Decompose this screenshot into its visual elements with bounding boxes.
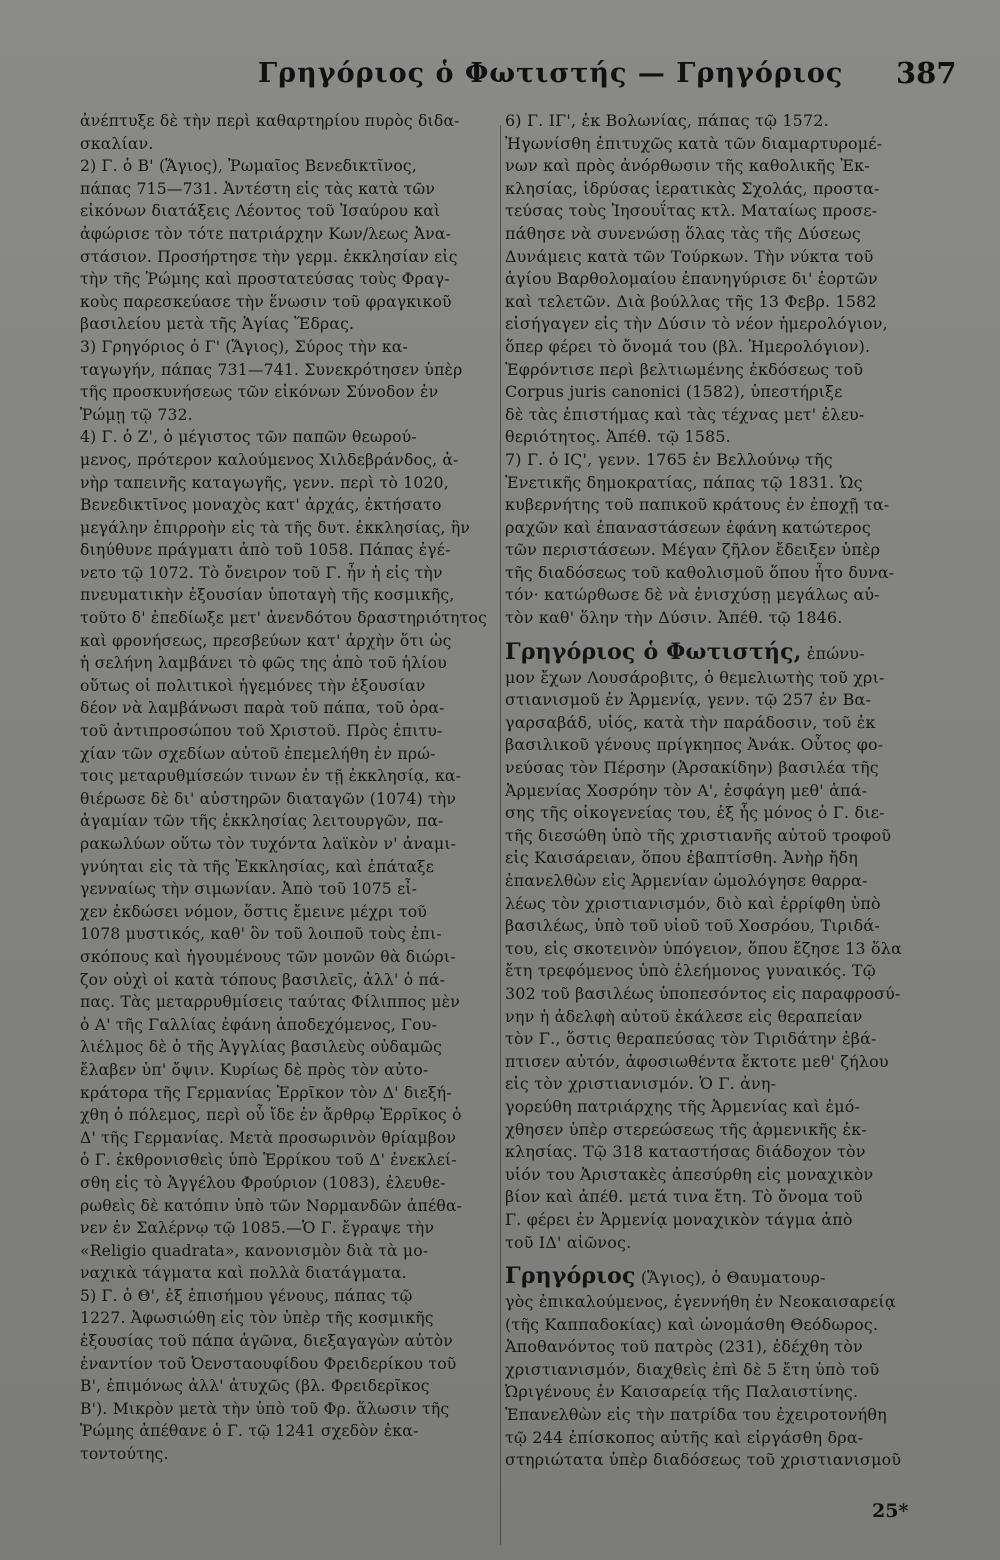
entry-heading-rest: (Ἅγιος), ὁ Θαυματουρ- <box>635 1268 826 1288</box>
text-line: πνευματικὴν ἐξουσίαν ὑποταγὴ τῆς κοσμικῆς, <box>80 586 455 605</box>
text-line: Γ. φέρει ἐν Ἀρμενίᾳ μοναχικὸν τάγμα ἀπὸ <box>505 1209 853 1229</box>
text-line: τῆς προσκυνήσεως τῶν εἰκόνων Σύνοδον ἐν <box>80 383 439 402</box>
text-line: τοῦ ΙΔ' αἰῶνος. <box>505 1232 632 1252</box>
text-line: Ῥώμῃ τῷ 732. <box>80 405 193 424</box>
right-column-top-text <box>505 110 943 630</box>
signature-mark: 25* <box>872 1500 909 1522</box>
text-line: Ὠριγένους ἐν Καισαρείᾳ τῆς Παλαιστίνης. <box>505 1382 859 1402</box>
text-line: 7) Γ. ὁ ΙϚ', γενν. 1765 ἐν Βελλούνῳ τῆς <box>505 449 833 469</box>
text-line: Ῥώμης ἀπέθανε ὁ Γ. τῷ 1241 σχεδὸν ἐκα- <box>80 1422 419 1441</box>
text-line: πάθησε νὰ συνενώσῃ ὅλας τὰς τῆς Δύσεως <box>505 223 861 243</box>
entry-body-thaumatourgos <box>505 1291 943 1472</box>
text-line: κλησίας. Τῷ 318 καταστήσας διάδοχον τὸν <box>505 1142 866 1162</box>
text-line: χεν ἐκδώσει νόμον, ὅστις ἔμεινε μέχρι τοῦ <box>80 902 428 921</box>
text-line: Ἠγωνίσθη ἐπιτυχῶς κατὰ τῶν διαμαρτυρομέ- <box>505 133 883 153</box>
text-line: τοῦτο δ' ἐπεδίωξε μετ' ἀνενδότου δραστηριότητος <box>80 609 488 628</box>
text-line: γὸς ἐπικαλούμενος, ἐγεννήθη ἐν Νεοκαισαρείᾳ <box>505 1292 896 1312</box>
text-line: εἰς Καισάρειαν, ὅπου ἐβαπτίσθη. Ἀνὴρ ἤδη <box>505 848 859 868</box>
text-line: γαρσαβάδ, υἱός, κατὰ τὴν παράδοσιν, τοῦ ἐκ <box>505 712 876 732</box>
text-line: 4) Γ. ὁ Ζ', ὁ μέγιστος τῶν παπῶν θεωρού- <box>80 428 417 447</box>
text-line: γενναίως τὴν σιμωνίαν. Ἀπὸ τοῦ 1075 εἶ- <box>80 880 418 899</box>
text-line: 5) Γ. ὁ Θ', ἐξ ἐπισήμου γένους, πάπας τῷ <box>80 1286 413 1305</box>
text-line: σθη εἰς τὸ Ἀγγέλου Φρούριον (1083), ἐλευθε- <box>80 1173 446 1192</box>
text-line: γνύηται εἰς τὰ τῆς Ἐκκλησίας, καὶ ἐπάταξε <box>80 857 434 876</box>
text-line: τῶν περιστάσεων. Μέγαν ζῆλον ἔδειξεν ὑπὲρ <box>505 540 881 560</box>
text-line: τεύσας τοὺς Ἰησουΐτας κτλ. Ματαίως προσε- <box>505 201 878 221</box>
text-line: ἐπανελθὼν εἰς Ἀρμενίαν ὡμολόγησε θαρρα- <box>505 871 868 890</box>
text-line: ἔτη τρεφόμενος ὑπὸ ἐλεήμονος γυναικός. Τῷ <box>505 961 876 981</box>
text-line: εἰς τὸν χριστιανισμόν. Ὁ Γ. ἀνη- <box>505 1074 777 1094</box>
entry-gap <box>505 630 943 635</box>
text-line: χθησεν ὑπὲρ στερεώσεως τῆς ἀρμενικῆς ἐκ- <box>505 1119 867 1139</box>
text-line: νὴρ ταπεινῆς καταγωγῆς, γενν. περὶ τὸ 1020, <box>80 473 449 492</box>
text-line: θιέρωσε δὲ δι' αὐστηρῶν διαταγῶν (1074) τὴν <box>80 789 457 808</box>
text-line: Δ' τῆς Γερμανίας. Μετὰ προσωρινὸν θρίαμβον <box>80 1128 457 1147</box>
text-line: μεγάλην ἐπιρροὴν εἰς τὰ τῆς δυτ. ἐκκλησίας, ἣν <box>80 518 471 537</box>
text-line: ζον οὐχὶ οἱ κατὰ τόπους βασιλεῖς, ἀλλ' ὁ πά- <box>80 970 446 989</box>
text-line: Ἐπανελθὼν εἰς τὴν πατρίδα του ἐχειροτονήθη <box>505 1405 887 1425</box>
text-line: τοῦ ἀντιπροσώπου τοῦ Χριστοῦ. Πρὸς ἐπιτυ- <box>80 722 443 741</box>
text-line: ἁγίου Βαρθολομαίου ἐπανηγύρισε δι' ἑορτῶν <box>505 269 878 289</box>
text-line: ρακωλύων οὕτω τὸν τυχόντα λαϊκὸν ν' ἀναμι- <box>80 835 457 853</box>
text-line: 6) Γ. ΙΓ', ἐκ Βολωνίας, πάπας τῷ 1572. <box>505 111 829 130</box>
text-line: Βενεδικτῖνος μοναχὸς κατ' ἀρχάς, ἐκτήσατο <box>80 496 442 515</box>
text-line: Β', ἐπιμόνως ἀλλ' ἀτυχῶς (βλ. Φρειδερῖκος <box>80 1377 430 1396</box>
text-line: 2) Γ. ὁ Β' (Ἅγιος), Ῥωμαῖος Βενεδικτῖνος, <box>80 157 418 176</box>
text-line: ὅπερ φέρει τὸ ὄνομά του (βλ. Ἡμερολόγιον). <box>505 336 871 356</box>
entry-title: Γρηγόριος ὁ Φωτιστής, <box>505 638 802 665</box>
left-column <box>80 110 498 1466</box>
text-line: στάσιον. Προσήρτησε τὴν γερμ. ἐκκλησίαν εἰς <box>80 247 458 266</box>
text-line: Β'). Μικρὸν μετὰ τὴν ὑπὸ τοῦ Φρ. ἅλωσιν τῆς <box>80 1399 450 1418</box>
text-line: θεριότητος. Ἀπέθ. τῷ 1585. <box>505 427 731 447</box>
text-line: νων καὶ πρὸς ἀνόρθωσιν τῆς καθολικῆς Ἐκ- <box>505 156 870 176</box>
text-line: μον ἔχων Λουσάροβιτς, ὁ θεμελιωτὴς τοῦ χρι- <box>505 667 885 687</box>
entry-heading-photistes <box>505 639 943 667</box>
text-line: ἡ σελήνη λαμβάνει τὸ φῶς της ἀπὸ τοῦ ἡλίου <box>80 654 447 673</box>
entry-heading-rest: ἐπώνυ- <box>801 643 865 663</box>
text-line: κυβερνήτης τοῦ παπικοῦ κράτους ἐν ἐποχῇ τα- <box>505 495 890 515</box>
text-line: μενος, πρότερον καλούμενος Χιλδεβράνδος, ἀ- <box>80 450 459 469</box>
text-line: πτισεν αὐτόν, ἀφοσιωθέντα ἔκτοτε μεθ' ζήλου <box>505 1051 889 1071</box>
text-line: οὕτως οἱ πολιτικοὶ ἡγεμόνες τὴν ἐξουσίαν <box>80 676 426 695</box>
text-line: Ἀποθανόντος τοῦ πατρὸς (231), ἐδέχθη τὸν <box>505 1337 863 1357</box>
text-line: υἱόν του Ἀριστακὲς ἀπεσύρθη εἰς μοναχικὸν <box>505 1164 874 1184</box>
text-line: τὸν καθ' ὅλην τὴν Δύσιν. Ἀπέθ. τῷ 1846. <box>505 608 843 628</box>
text-line: Δυνάμεις κατὰ τῶν Τούρκων. Τὴν νύκτα τοῦ <box>505 246 874 266</box>
text-line: πας. Τὰς μεταρρυθμίσεις ταύτας Φίλιππος μὲν <box>80 993 460 1012</box>
right-column <box>505 110 943 1472</box>
text-line: γορεύθη πατριάρχης τῆς Ἀρμενίας καὶ ἐμό- <box>505 1096 861 1116</box>
text-line: στηριώτατα ὑπὲρ διαδόσεως τοῦ χριστιανισμοῦ <box>505 1450 902 1470</box>
text-line: λέως τὸν χριστιανισμόν, διὸ καὶ ἐρρίφθη ὑπὸ <box>505 893 881 913</box>
running-head <box>0 52 1000 102</box>
text-line: χριστιανισμόν, διαχθεὶς ἐπὶ δὲ 5 ἔτη ὑπὸ τοῦ <box>505 1359 880 1379</box>
text-line: 1227. Ἀφωσιώθη εἰς τὸν ὑπὲρ τῆς κοσμικῆς <box>80 1309 434 1328</box>
entry-heading-thaumatourgos <box>505 1263 943 1291</box>
text-line: στιανισμοῦ ἐν Ἀρμενίᾳ, γενν. τῷ 257 ἐν Βα- <box>505 690 872 710</box>
text-line: νετο τῷ 1072. Τὸ ὄνειρον τοῦ Γ. ἦν ἡ εἰς τὴν <box>80 563 443 582</box>
text-line: τῆς διεσώθη ὑπὸ τῆς χριστιανῆς αὐτοῦ τροφοῦ <box>505 825 892 845</box>
text-line: πάπας 715—731. Ἀντέστη εἰς τὰς κατὰ τῶν <box>80 179 436 198</box>
text-line: ὁ Α' τῆς Γαλλίας ἐφάνη ἀποδεχόμενος, Γου- <box>80 1015 437 1034</box>
text-line: χίαν τῶν σχεδίων αὐτοῦ ἐπεμελήθη ἐν πρώ- <box>80 744 436 763</box>
text-line: Ἐφρόντισε περὶ βελτιωμένης ἐκδόσεως τοῦ <box>505 359 864 379</box>
text-line: δέον νὰ λαμβάνωσι παρὰ τοῦ πάπα, τοῦ ὁρα- <box>80 699 445 718</box>
text-line: κλησίας, ἱδρύσας ἱερατικὰς Σχολάς, προστα- <box>505 178 880 198</box>
text-line: Ἐνετικῆς δημοκρατίας, πάπας τῷ 1831. Ὡς <box>505 472 863 492</box>
text-line: τῷ 244 ἐπίσκοπος αὐτῆς καὶ εἰργάσθη δρα- <box>505 1427 864 1447</box>
text-line: τὴν τῆς Ῥώμης καὶ προστατεύσας τοὺς Φραγ- <box>80 270 450 289</box>
text-line: σης τῆς οἰκογενείας του, ἐξ ἧς μόνος ὁ Γ. διε- <box>505 803 885 823</box>
text-line: βασιλικοῦ γένους πρίγκηπος Ἀνάκ. Οὗτος φο- <box>505 735 884 755</box>
text-line: νεν ἐν Σαλέρνῳ τῷ 1085.—Ὁ Γ. ἔγραψε τὴν <box>80 1219 435 1238</box>
text-line: ἀγαμίαν τῶν τῆς ἐκκλησίας λειτουργῶν, πα- <box>80 812 444 831</box>
text-line: κράτορα τῆς Γερμανίας Ἑρρῖκον τὸν Δ' διεξή- <box>80 1083 452 1102</box>
text-line: βασιλέως, ὑπὸ τοῦ υἱοῦ τοῦ Χοσρόου, Τιριδά- <box>505 916 880 936</box>
text-line: χθη ὁ πόλεμος, περὶ οὗ ἴδε ἐν ἄρθρῳ Ἑρρῖκος ὁ <box>80 1106 462 1125</box>
entry-body-photistes <box>505 667 943 1254</box>
text-line: καὶ τελετῶν. Διὰ βούλλας τῆς 13 Φεβρ. 1582 <box>505 291 877 311</box>
text-line: νεύσας τὸν Πέρσην (Ἀρσακίδην) βασιλέα τῆς <box>505 758 879 778</box>
text-line: ναχικὰ τάγματα καὶ πολλὰ διατάγματα. <box>80 1264 407 1283</box>
text-line: σκόπους καὶ ἡγουμένους τῶν μονῶν θὰ διώρι- <box>80 947 456 966</box>
text-line: τοντούτης. <box>80 1445 169 1464</box>
column-divider <box>500 125 501 1545</box>
text-line: 302 τοῦ βασιλέως ὑποπεσόντος εἰς παραφροσύ- <box>505 983 901 1003</box>
page-number: 387 <box>896 56 957 90</box>
text-line: ὁ Γ. ἐκθρονισθεὶς ὑπὸ Ἑρρίκου τοῦ Δ' ἐνεκλεί- <box>80 1151 457 1170</box>
text-line: κοὺς παρεσκεύασε τὴν ἕνωσιν τοῦ φραγκικοῦ <box>80 292 452 311</box>
text-line: Corpus juris canonici (1582), ὑπεστήριξε <box>505 382 843 402</box>
text-line: ἀφώρισε τὸν τότε πατριάρχην Κων/λεως Ἀνα- <box>80 224 452 243</box>
text-line: ἐξουσίας τοῦ πάπα ἀγῶνα, διεξαγαγὼν αὐτὸν <box>80 1332 453 1351</box>
text-line: λιέλμος δὲ ὁ τῆς Ἀγγλίας βασιλεὺς οὐδαμῶς <box>80 1038 443 1057</box>
text-line: (τῆς Καππαδοκίας) καὶ ὠνομάσθη Θεόδωρος. <box>505 1314 879 1334</box>
text-line: καὶ φρονήσεως, πρεσβεύων κατ' ἀρχὴν ὅτι ὡς <box>80 631 452 650</box>
text-line: σκαλίαν. <box>80 134 154 153</box>
text-line: ραχῶν καὶ ἐπαναστάσεων ἐφάνη κατώτερος <box>505 517 871 537</box>
text-line: τοις μεταρυθμίσεών τινων ἐν τῇ ἐκκλησίᾳ, κα- <box>80 767 462 786</box>
text-line: 3) Γρηγόριος ὁ Γ' (Ἅγιος), Σύρος τὴν κα- <box>80 337 409 356</box>
text-line: εἰκόνων διατάξεις Λέοντος τοῦ Ἰσαύρου καὶ <box>80 202 441 221</box>
text-line: τόν· κατώρθωσε δὲ νὰ ἐνισχύσῃ μεγάλως αὐ- <box>505 585 880 605</box>
text-line: βίον καὶ ἀπέθ. μετά τινα ἔτη. Τὸ ὄνομα τοῦ <box>505 1187 863 1207</box>
text-line: «Religio quadrata», κανονισμὸν διὰ τὰ μο- <box>80 1241 429 1260</box>
text-line: ἔλαβεν ὑπ' ὄψιν. Κυρίως δὲ πρὸς τὸν αὐτο- <box>80 1060 429 1079</box>
text-line: ἀνέπτυξε δὲ τὴν περὶ καθαρτηρίου πυρὸς διδα- <box>80 112 460 130</box>
text-line: Ἀρμενίας Χοσρόην τὸν Α', ἐσφάγη μεθ' ἁπά- <box>505 780 868 800</box>
entry-title: Γρηγόριος <box>505 1263 636 1290</box>
text-line: τὸν Γ., ὅστις θεραπεύσας τὸν Τιριδάτην ἐβά- <box>505 1029 877 1049</box>
text-line: 1078 μυστικός, καθ' ὃν τοῦ λοιποῦ τοὺς ἐπι- <box>80 925 442 944</box>
running-head-title: Γρηγόριος ὁ Φωτιστής — Γρηγόριος <box>258 58 844 89</box>
text-line: τῆς διαδόσεως τοῦ καθολισμοῦ ὅπου ἦτο δυνα- <box>505 562 895 582</box>
text-line: ρωθεὶς δὲ κατόπιν ὑπὸ τῶν Νορμανδῶν ἀπέθα- <box>80 1196 463 1215</box>
text-line: εἰσήγαγεν εἰς τὴν Δύσιν τὸ νέον ἡμερολόγιον, <box>505 314 888 334</box>
text-line: του, εἰς σκοτεινὸν ὑπόγειον, ὅπου ἔζησε 13 ὅλα <box>505 938 902 958</box>
text-line: διηύθυνε πράγματι ἀπὸ τοῦ 1058. Πάπας ἐγέ- <box>80 541 451 560</box>
text-line: νην ἡ ἀδελφὴ αὐτοῦ ἐκάλεσε εἰς θεραπείαν <box>505 1006 863 1026</box>
text-line: ταγωγήν, πάπας 731—741. Συνεκρότησεν ὑπὲρ <box>80 360 463 379</box>
text-line: δὲ τὰς ἐπιστήμας καὶ τὰς τέχνας μετ' ἐλευ- <box>505 404 865 424</box>
text-line: ἐναντίον τοῦ Ὀενσταουφίδου Φρειδερίκου τοῦ <box>80 1354 457 1373</box>
entry-gap <box>505 1254 943 1259</box>
text-line: βασιλείου μετὰ τῆς Ἁγίας Ἕδρας. <box>80 315 355 334</box>
